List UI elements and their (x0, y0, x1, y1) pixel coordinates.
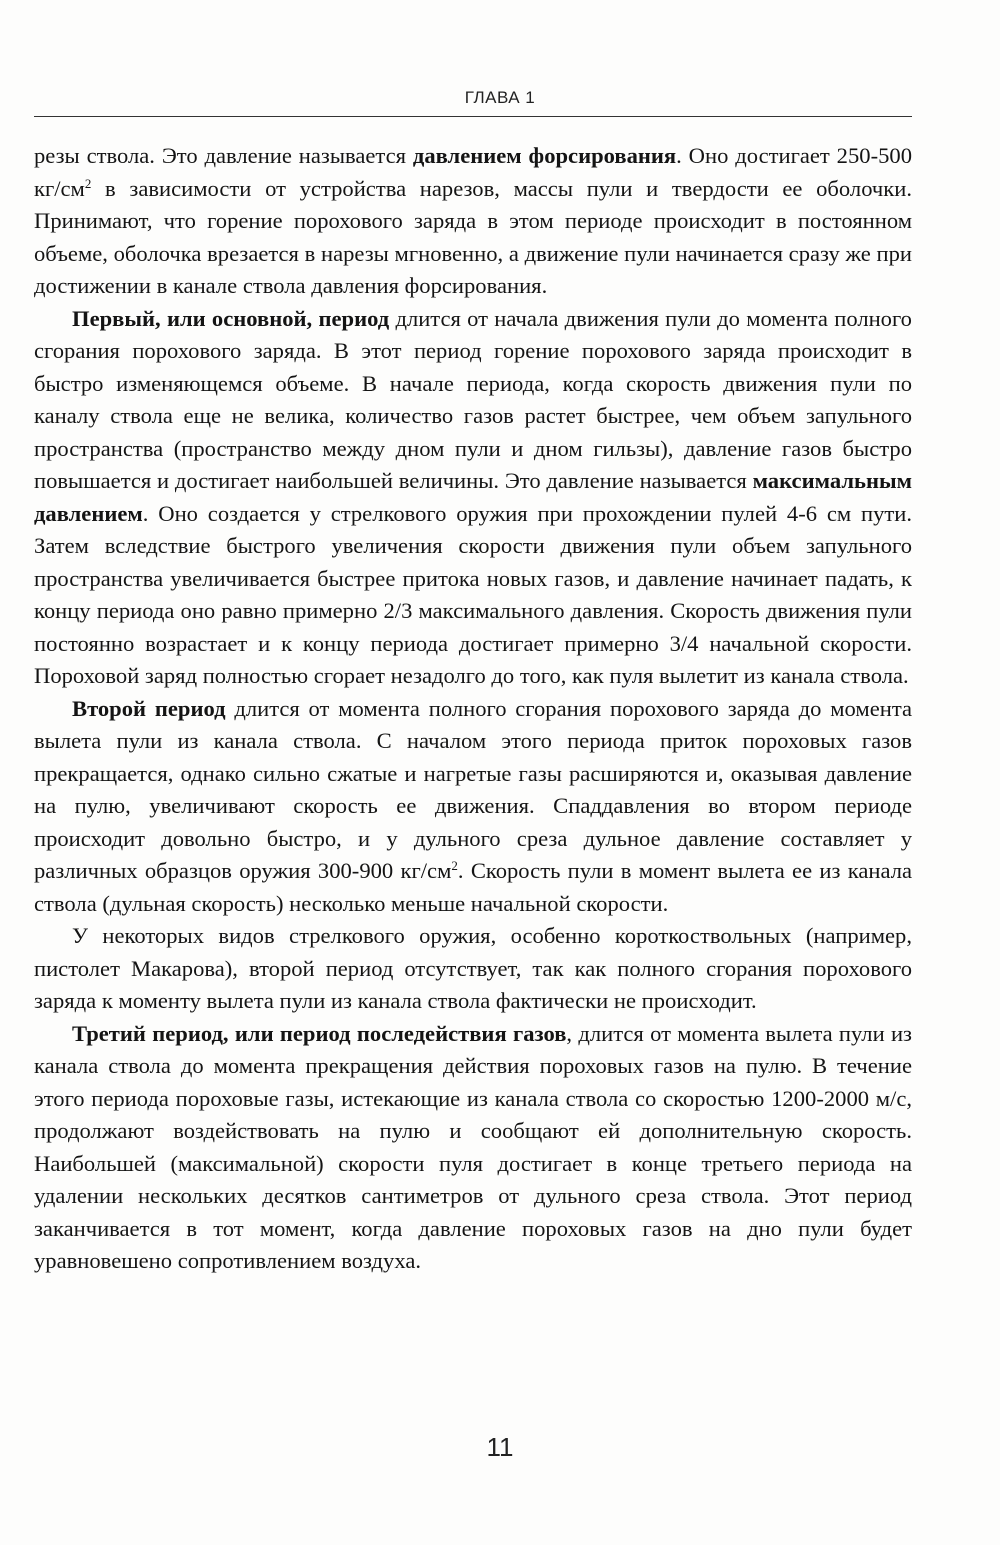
p3-superscript: 2 (451, 858, 458, 873)
p1-text-3: в зависимости от устройства нарезов, массы пули и твердости ее оболочки. Принимают, что горение порохового заряда в этом периоде происходит в постоянном объеме, оболочка врезается в нарезы мгновенно, а движение пули начинается сразу же при достижении в канале ствола давления форсирования. (34, 175, 912, 298)
paragraph-4 (34, 920, 912, 1018)
running-head: ГЛАВА 1 (464, 88, 536, 107)
term-first-period: Первый, или основной, период (72, 305, 390, 331)
term-forcing-pressure: давлением форсирования (412, 143, 677, 168)
term-second-period: Второй период (72, 695, 226, 721)
p2-text-2: . Оно создается у стрелкового оружия при прохождении пулей 4-6 см пути. Затем вследствие быстрого увеличения скорости движения пули объем запульного пространства увеличивается быстрее притока новых газов, и давление начинает падать, к концу периода оно равно примерно 2/3 максимального давления. Скорость движения пули постоянно возрастает и к концу периода достигает примерно 3/4 начальной скорости. Пороховой заряд полностью сгорает незадолго до того, как пуля вылетит из канала ствола. (34, 500, 912, 688)
paragraph-1 (34, 140, 912, 303)
paragraph-5 (34, 1018, 912, 1278)
p1-superscript: 2 (84, 175, 92, 191)
p2-text-1: длится от начала движения пули до момента полного сгорания порохового заряда. В этот период горение порохового заряда происходит в быстро изменяющемся объеме. В начале периода, когда скорость движения пули по каналу ствола еще не велика, количество газов растет быстрее, чем объем запульного пространства (пространство между дном пули и дном гильзы), давление газов быстро повышается и достигает наибольшей величины. Это давление называется (34, 305, 912, 493)
term-third-period: Третий период, или период последействия газов (72, 1020, 567, 1046)
p3-text-1: длится от момента полного сгорания порохового заряда до момента вылета пули из канала ствола. С началом этого периода приток пороховых газов прекращается, однако сильно сжатые и нагретые газы расширяются и, оказывая давление на пулю, увеличивают скорость ее движения. Спаддавления во втором периоде происходит довольно быстро, и у дульного среза дульное давление составляет у различных образцов оружия 300-900 кг/см (34, 695, 913, 883)
p3-text-2: . Скорость пули в момент вылета ее из канала ствола (дульная скорость) несколько меньше начальной скорости. (34, 858, 913, 916)
paragraph-3 (34, 693, 912, 921)
paragraph-2 (34, 303, 912, 693)
text-block (34, 140, 912, 1278)
term-maximum-pressure: максимальным давлением (34, 468, 912, 526)
page-number: 11 (486, 1432, 514, 1462)
p1-text-1: резы ствола. Это давление называется (34, 143, 413, 168)
p1-text-2: . Оно достигает 250-500 кг/см (34, 143, 912, 201)
p5-text-1: , длится от момента вылета пули из канала ствола до момента прекращения действия пороховых газов на пулю. В течение этого периода пороховые газы, истекающие из канала ствола со скоростью 1200-2000 м/с, продолжают воздействовать на пулю и сообщают ей дополнительную скорость. Наибольшей (максимальной) скорости пуля достигает в конце третьего периода на удалении нескольких десятков сантиметров от дульного среза ствола. Этот период заканчивается в тот момент, когда давление пороховых газов на дно пули будет уравновешено сопротивлением воздуха. (34, 1020, 912, 1273)
p4-text-1: У некоторых видов стрелкового оружия, особенно короткоствольных (например, пистолет Макарова), второй период отсутствует, так как полного сгорания порохового заряда к моменту вылета пули из канала ствола фактически не происходит. (34, 923, 912, 1013)
header-rule (34, 116, 912, 117)
